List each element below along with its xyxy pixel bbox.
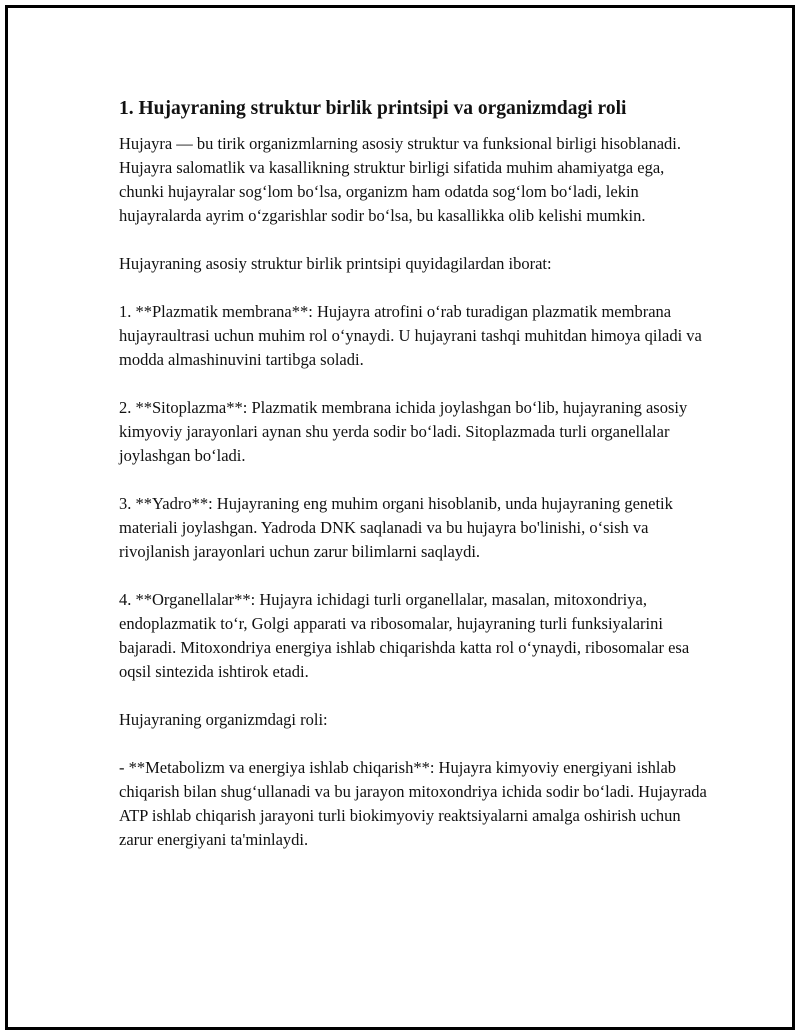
principles-intro-paragraph: Hujayraning asosiy struktur birlik printsipi quyidagilardan iborat: — [119, 254, 552, 273]
plasma-membrane-paragraph: 1. **Plazmatik membrana**: Hujayra atrofini o‘rab turadigan plazmatik membrana hujayraultrasi uchun muhim rol o‘ynaydi. U hujayrani tashqi muhitdan himoya qiladi va modda almashinuvini tartibga soladi. — [119, 302, 702, 369]
metabolism-paragraph: - **Metabolizm va energiya ishlab chiqarish**: Hujayra kimyoviy energiyani ishlab chiqarish bilan shug‘ullanadi va bu jarayon mitoxondriya ichida sodir bo‘ladi. Hujayrada ATP ishlab chiqarish jarayoni turli biokimyoviy reaktsiyalarni amalga oshirish uchun zarur energiyani ta'minlaydi. — [119, 758, 707, 849]
cytoplasm-paragraph: 2. **Sitoplazma**: Plazmatik membrana ichida joylashgan bo‘lib, hujayraning asosiy kimyoviy jarayonlari aynan shu yerda sodir bo‘ladi. Sitoplazmada turli organellalar joylashgan bo‘ladi. — [119, 398, 688, 465]
organism-role-heading-paragraph: Hujayraning organizmdagi roli: — [119, 710, 328, 729]
organelles-paragraph: 4. **Organellalar**: Hujayra ichidagi turli organellalar, masalan, mitoxondriya, endoplazmatik to‘r, Golgi apparati va ribosomalar, hujayraning turli funksiyalarini bajaradi. Mitoxondriya energiya ishlab chiqarishda katta rol o‘ynaydi, ribosomalar esa oqsil sintezida ishtirok etadi. — [119, 590, 690, 681]
document-title: 1. Hujayraning struktur birlik printsipi va organizmdagi roli — [119, 98, 627, 119]
page-frame — [5, 5, 795, 1030]
intro-paragraph: Hujayra — bu tirik organizmlarning asosiy struktur va funksional birligi hisoblanadi. Hujayra salomatlik va kasallikning struktur birligi sifatida muhim ahamiyatga ega, chunki hujayralar sog‘lom bo‘lsa, organizm ham odatda sog‘lom bo‘ladi, lekin hujayralarda ayrim o‘zgarishlar sodir bo‘lsa, bu kasallikka olib kelishi mumkin. — [119, 134, 681, 225]
document-body — [119, 96, 709, 876]
nucleus-paragraph: 3. **Yadro**: Hujayraning eng muhim organi hisoblanib, unda hujayraning genetik materiali joylashgan. Yadroda DNK saqlanadi va bu hujayra bo'linishi, o‘sish va rivojlanish jarayonlari uchun zarur bilimlarni saqlaydi. — [119, 494, 673, 561]
